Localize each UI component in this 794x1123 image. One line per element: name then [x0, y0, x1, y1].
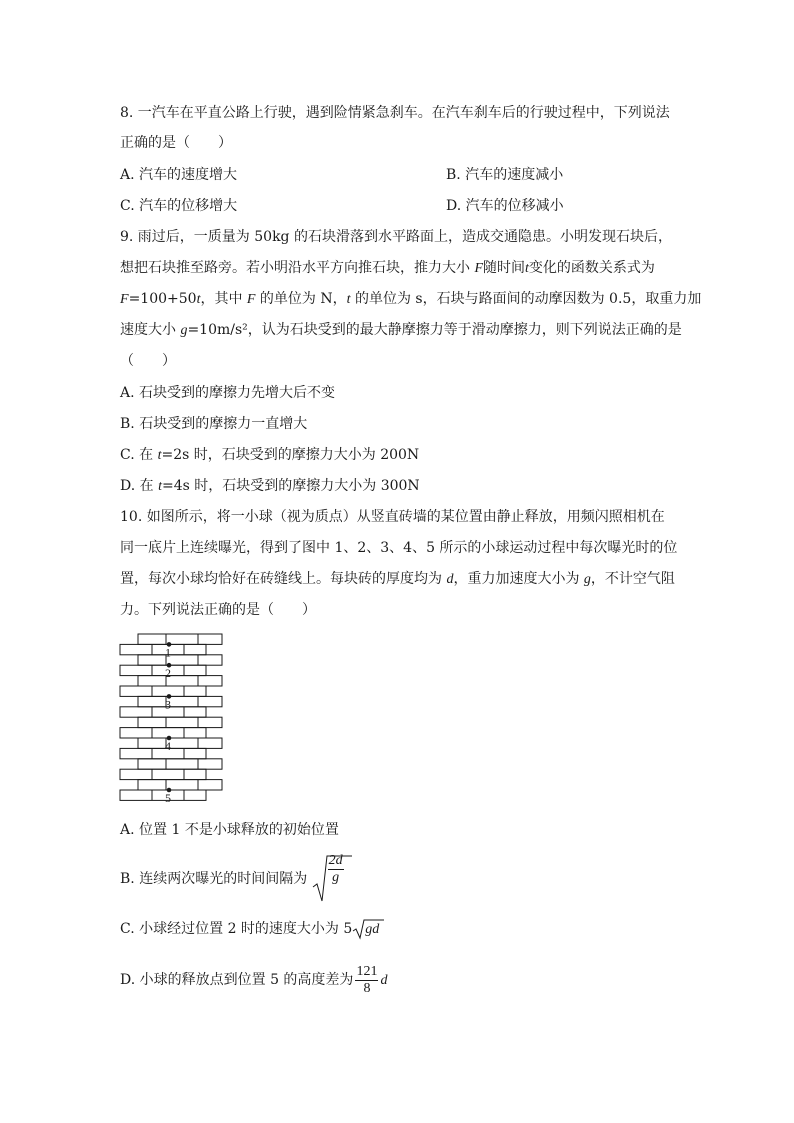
q9-option-a: A. 石块受到的摩擦力先增大后不变 — [120, 385, 336, 401]
q10-stem-line4: 力。下列说法正确的是（ ） — [120, 602, 316, 618]
q8-option-b: B. 汽车的速度减小 — [446, 167, 564, 183]
q9-stem-line3: F=100+50t，其中 F 的单位为 N，t 的单位为 s，石块与路面间的动摩因数为 0.5，取重力加 — [120, 291, 702, 307]
q9-stem-line4: 速度大小 g=10m/s²，认为石块受到的最大静摩擦力等于滑动摩擦力，则下列说法正确的是 — [120, 322, 682, 338]
brick-row — [138, 676, 222, 686]
brick-row — [138, 717, 222, 727]
q10-stem-line2: 同一底片上连续曝光，得到了图中 1、2、3、4、5 所示的小球运动过程中每次曝光时的位 — [120, 540, 678, 556]
ball-position-label: 3 — [165, 697, 171, 712]
q10-option-c: C. 小球经过位置 2 时的速度大小为 5 gd — [120, 918, 384, 940]
q10-stem-line1: 10. 如图所示，将一小球（视为质点）从竖直砖墙的某位置由静止释放，用频闪照相机在 — [120, 509, 665, 525]
q9-option-b: B. 石块受到的摩擦力一直增大 — [120, 416, 308, 432]
q9-option-d: D. 在 t=4s 时，石块受到的摩擦力大小为 300N — [120, 478, 420, 494]
sqrt-fraction: $\frac{2d}{g}$ — [312, 850, 352, 908]
q8-option-d: D. 汽车的位移减小 — [446, 198, 564, 214]
fraction-121-over-8: $\frac{121}{8}$ — [356, 963, 378, 996]
q9-stem-line5: （ ） — [120, 353, 176, 369]
brick-row — [138, 738, 222, 748]
brick-row — [138, 655, 222, 665]
brick-row — [120, 790, 206, 800]
brick-row — [120, 769, 206, 779]
ball-position-label: 4 — [165, 739, 171, 753]
brick-row — [120, 707, 206, 717]
q10-option-a: A. 位置 1 不是小球释放的初始位置 — [120, 822, 339, 838]
brick-row — [120, 748, 206, 758]
q8-option-a: A. 汽车的速度增大 — [120, 167, 238, 183]
brick-row — [138, 780, 222, 790]
q9-option-c: C. 在 t=2s 时，石块受到的摩擦力大小为 200N — [120, 447, 420, 463]
q8-option-c: C. 汽车的位移增大 — [120, 198, 238, 214]
brick-row — [120, 686, 206, 696]
brick-row — [120, 665, 206, 675]
q9-stem-line1: 9. 雨过后，一质量为 50kg 的石块滑落到水平路面上，造成交通隐患。小明发现石块后， — [120, 229, 672, 245]
q10-option-d: D. 小球的释放点到位置 5 的高度差为 $\frac{121}{8}$ d — [120, 963, 388, 996]
q8-stem-line1: 8. 一汽车在平直公路上行驶，遇到险情紧急刹车。在汽车刹车后的行驶过程中，下列说法 — [120, 105, 670, 121]
q9-stem-line2: 想把石块推至路旁。若小明沿水平方向推石块，推力大小 F随时间t变化的函数关系式为 — [120, 260, 655, 276]
q8-stem-line2: 正确的是（ ） — [120, 135, 232, 151]
q10-stem-line3: 置，每次小球均恰好在砖缝线上。每块砖的厚度均为 d，重力加速度大小为 g，不计空气阻 — [120, 571, 675, 587]
brick-row — [120, 644, 206, 654]
sqrt-gd: gd — [352, 918, 384, 940]
brick-row — [138, 759, 222, 769]
q10-option-b: B. 连续两次曝光的时间间隔为 $\frac{2d}{g}$ — [120, 850, 352, 908]
ball-position-label: 2 — [165, 666, 171, 681]
brick-row — [138, 634, 222, 644]
ball-position-label: 5 — [165, 791, 171, 805]
ball-position-label: 1 — [165, 645, 171, 660]
brick-row — [120, 728, 206, 738]
brick-wall-figure — [118, 632, 226, 808]
brick-row — [138, 696, 222, 706]
